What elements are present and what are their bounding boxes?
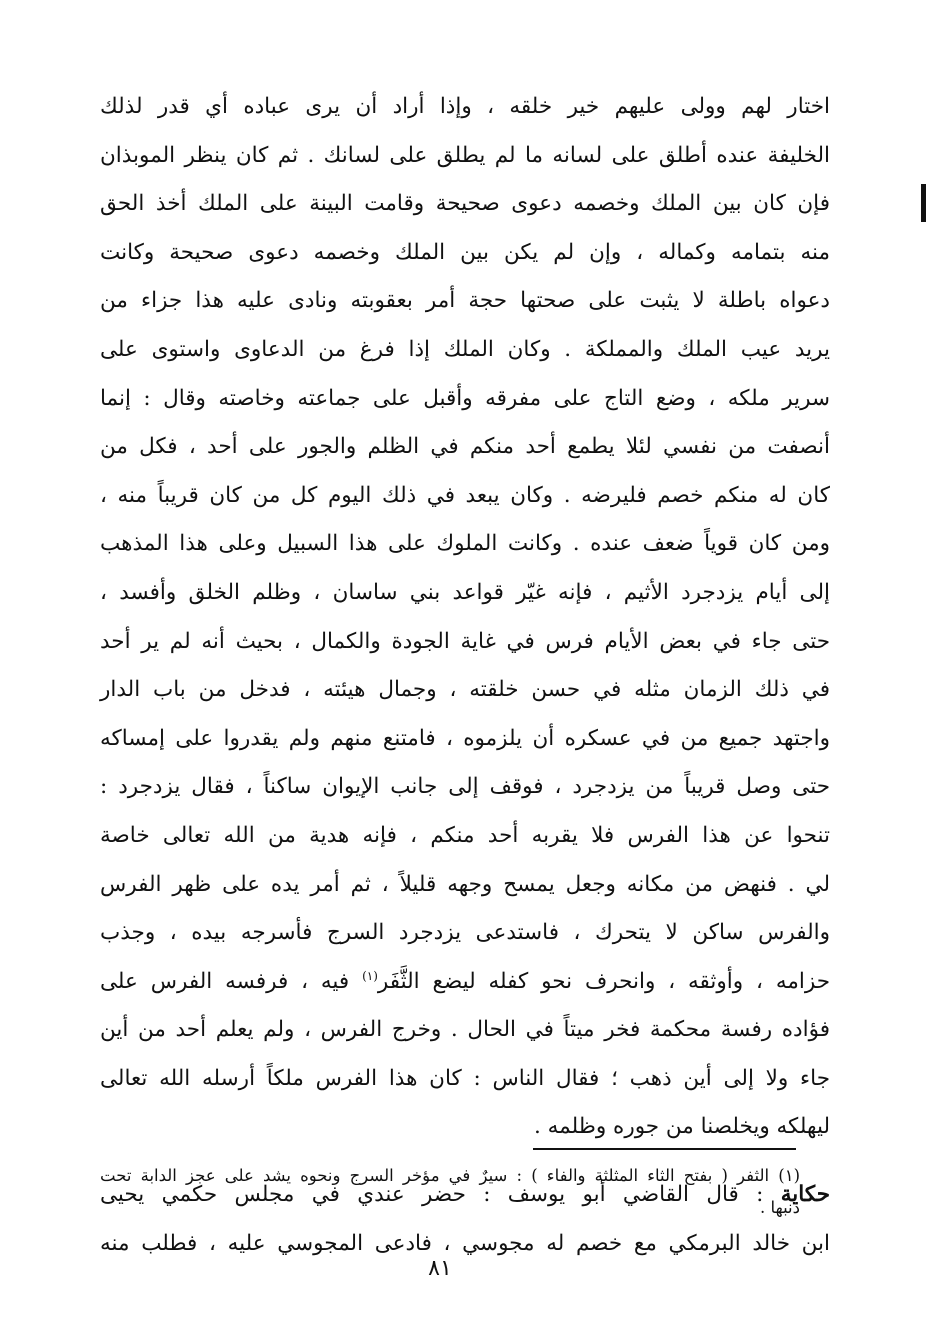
text-line: أنصفت من نفسي لئلا يطمع أحد منكم في الظلم والجور على أحد ، فكل من <box>100 434 830 460</box>
text-line: واجتهد جميع من في عسكره أن يلزموه ، فامتنع منهم ولم يقدروا على إمساكه <box>100 725 830 751</box>
text-line: في ذلك الزمان مثله في حسن خلقته ، وجمال هيئته ، فدخل من باب الدار <box>100 677 830 703</box>
text-line: ليهلكه ويخلصنا من جوره وظلمه . <box>533 1114 830 1140</box>
text-line: الخليفة عنده أطلق على لسانه ما لم يطلق على لسانك . ثم كان ينظر الموبذان <box>100 142 830 168</box>
text-line: فإن كان بين الملك وخصمه دعوى صحيحة وقامت البينة على الملك أخذ الحق <box>100 191 830 217</box>
text-segment: فيه ، فرفسه الفرس على <box>100 968 363 994</box>
text-line: سرير ملكه ، وضع التاج على مفرقه وأقبل على جماعته وخاصته وقال : إنما <box>100 385 830 411</box>
footnote-line: ذنبها . <box>759 1198 800 1217</box>
tale-heading: حكاية <box>780 1182 830 1208</box>
main-text <box>100 83 830 1268</box>
text-line: كان له منكم خصم فليرضه . وكان يبعد في ذلك اليوم كل من كان قريباً منه ، <box>100 482 830 508</box>
text-line: دعواه باطلة لا يثبت على صحتها حجة أمر بعقوبته ونادى عليه هذا جزاء من <box>100 288 830 314</box>
text-line: والفرس ساكن لا يتحرك ، فاستدعى يزدجرد السرج فأسرجه بيده ، وجذب <box>100 920 830 946</box>
page-number: ٨١ <box>428 1256 452 1281</box>
text-line-with-note <box>100 958 830 1007</box>
text-segment: حزامه ، وأوثقه ، وانحرف نحو كفله ليضع الثَّفَر <box>377 968 830 994</box>
footnote-line: (١) الثفر ( بفتح الثاء المثلثة والفاء ) : سيرٌ في مؤخر السرج ونحوه يشد على عجز الدابة تحت <box>100 1166 800 1185</box>
text-line: ابن خالد البرمكي مع خصم له مجوسي ، فادعى المجوسي عليه ، فطلب منه <box>100 1230 830 1256</box>
footnote <box>100 1160 800 1224</box>
text-line: اختار لهم وولى عليهم خير خلقه ، وإذا أراد أن يرى عباده أي قدر لذلك <box>100 94 830 119</box>
text-line: يريد عيب الملك والمملكة . وكان الملك إذا فرغ من الدعاوى واستوى على <box>100 336 830 362</box>
text-line: جاء ولا إلى أين ذهب ؛ فقال الناس : كان هذا الفرس ملكاً أرسله الله تعالى <box>100 1065 830 1091</box>
text-segment: : قال القاضي أبو يوسف : حضر عندي في مجلس حكمي يحيى <box>100 1182 781 1208</box>
footnote-reference: (١) <box>362 968 378 983</box>
text-line: منه بتمامه وكماله ، وإن لم يكن بين الملك وخصمه دعوى صحيحة وكانت <box>100 239 830 265</box>
text-line: حتى وصل قريباً من يزدجرد ، فوقف إلى جانب الإيوان ساكناً ، فقال يزدجرد : <box>100 774 830 800</box>
text-line: إلى أيام يزدجرد الأثيم ، فإنه غيّر قواعد بني ساسان ، وظلم الخلق وأفسد ، <box>100 579 830 605</box>
margin-edge-mark <box>921 184 926 222</box>
text-line: ومن كان قوياً ضعف عنده . وكانت الملوك على هذا السبيل وعلى هذا المذهب <box>100 531 830 557</box>
footnote-separator <box>533 1148 796 1150</box>
text-line: فؤاده رفسة محكمة فخر ميتاً في الحال . وخرج الفرس ، ولم يعلم أحد من أين <box>100 1017 830 1043</box>
text-line: حتى جاء في بعض الأيام فرس في غاية الجودة والكمال ، بحيث أنه لم ير أحد <box>100 628 830 654</box>
text-line: تنحوا عن هذا الفرس فلا يقربه أحد منكم ، فإنه هدية من الله تعالى خاصة <box>100 822 830 848</box>
text-line: لي . فنهض من مكانه وجعل يمسح وجهه قليلاً ، ثم أمر يده على ظهر الفرس <box>100 871 830 897</box>
